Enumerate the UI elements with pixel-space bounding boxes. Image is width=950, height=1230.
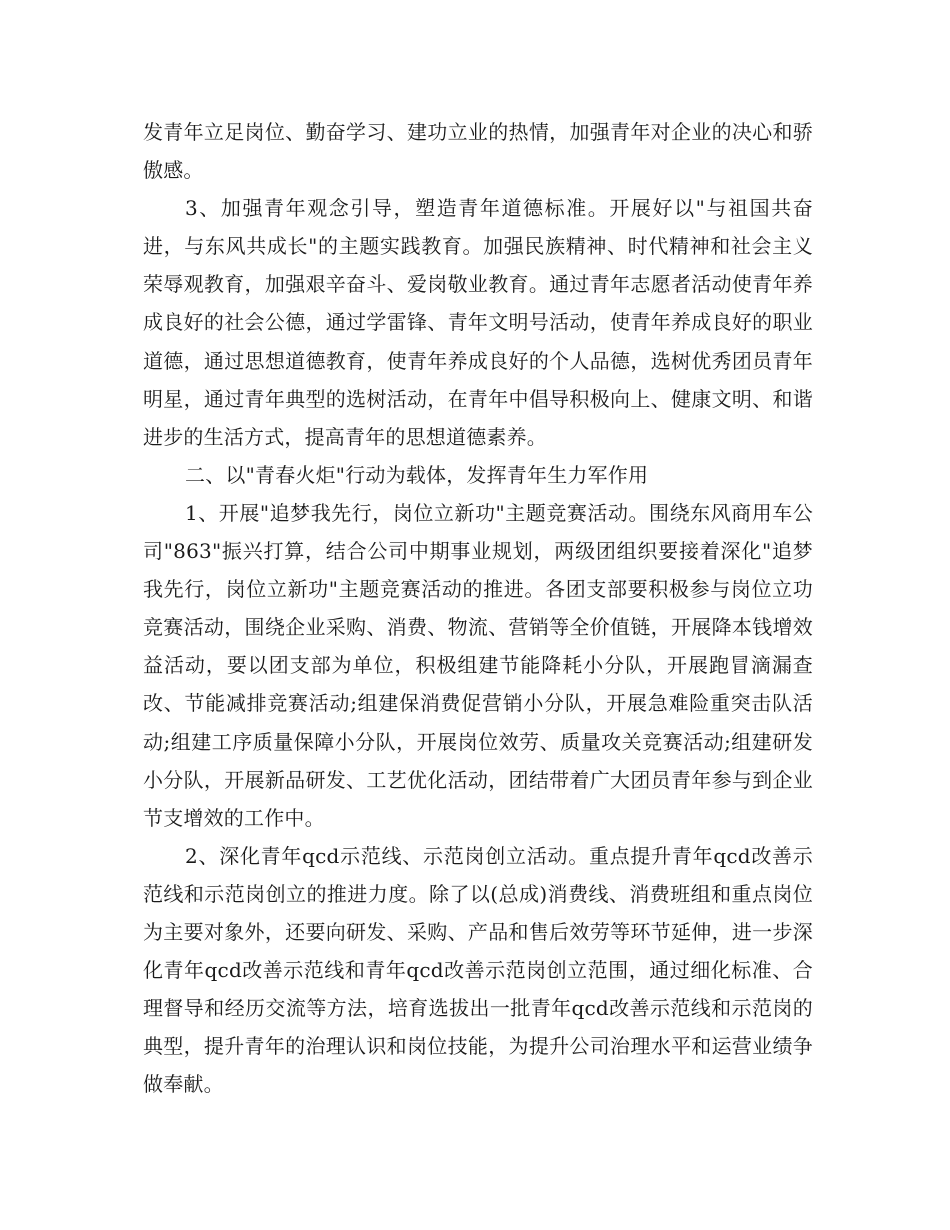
paragraph-item-1: 1、开展"追梦我先行，岗位立新功"主题竞赛活动。围绕东风商用车公司"863"振兴打算，结合公司中期事业规划，两级团组织要接着深化"追梦我先行，岗位立新功"主题竞赛活动的推进。各团支部要积极参与岗位立功竞赛活动，围绕企业采购、消费、物流、营销等全价值链，开展降本钱增效益活动，要以团支部为单位，积极组建节能降耗小分队，开展跑冒滴漏查改、节能减排竞赛活动;组建保消费促营销小分队，开展急难险重突击队活动;组建工序质量保障小分队，开展岗位效劳、质量攻关竞赛活动;组建研发小分队，开展新品研发、工艺优化活动，团结带着广大团员青年参与到企业节支增效的工作中。 — [143, 500, 813, 830]
document-body — [143, 113, 813, 1103]
section-heading-2: 二、以"青春火炬"行动为载体，发挥青年生力军作用 — [185, 462, 649, 487]
paragraph-continuation: 发青年立足岗位、勤奋学习、建功立业的热情，加强青年对企业的决心和骄傲感。 — [143, 120, 813, 183]
paragraph-item-3: 3、加强青年观念引导，塑造青年道德标准。开展好以"与祖国共奋进，与东风共成长"的主题实践教育。加强民族精神、时代精神和社会主义荣辱观教育，加强艰辛奋斗、爱岗敬业教育。通过青年志愿者活动使青年养成良好的社会公德，通过学雷锋、青年文明号活动，使青年养成良好的职业道德，通过思想道德教育，使青年养成良好的个人品德，选树优秀团员青年明星，通过青年典型的选树活动，在青年中倡导积极向上、健康文明、和谐进步的生活方式，提高青年的思想道德素养。 — [143, 196, 813, 449]
paragraph-item-2: 2、深化青年qcd示范线、示范岗创立活动。重点提升青年qcd改善示范线和示范岗创立的推进力度。除了以(总成)消费线、消费班组和重点岗位为主要对象外，还要向研发、采购、产品和售后效劳等环节延伸，进一步深化青年qcd改善示范线和青年qcd改善示范岗创立范围，通过细化标准、合理督导和经历交流等方法，培育选拔出一批青年qcd改善示范线和示范岗的典型，提升青年的治理认识和岗位技能，为提升公司治理水平和运营业绩争做奉献。 — [143, 843, 813, 1097]
